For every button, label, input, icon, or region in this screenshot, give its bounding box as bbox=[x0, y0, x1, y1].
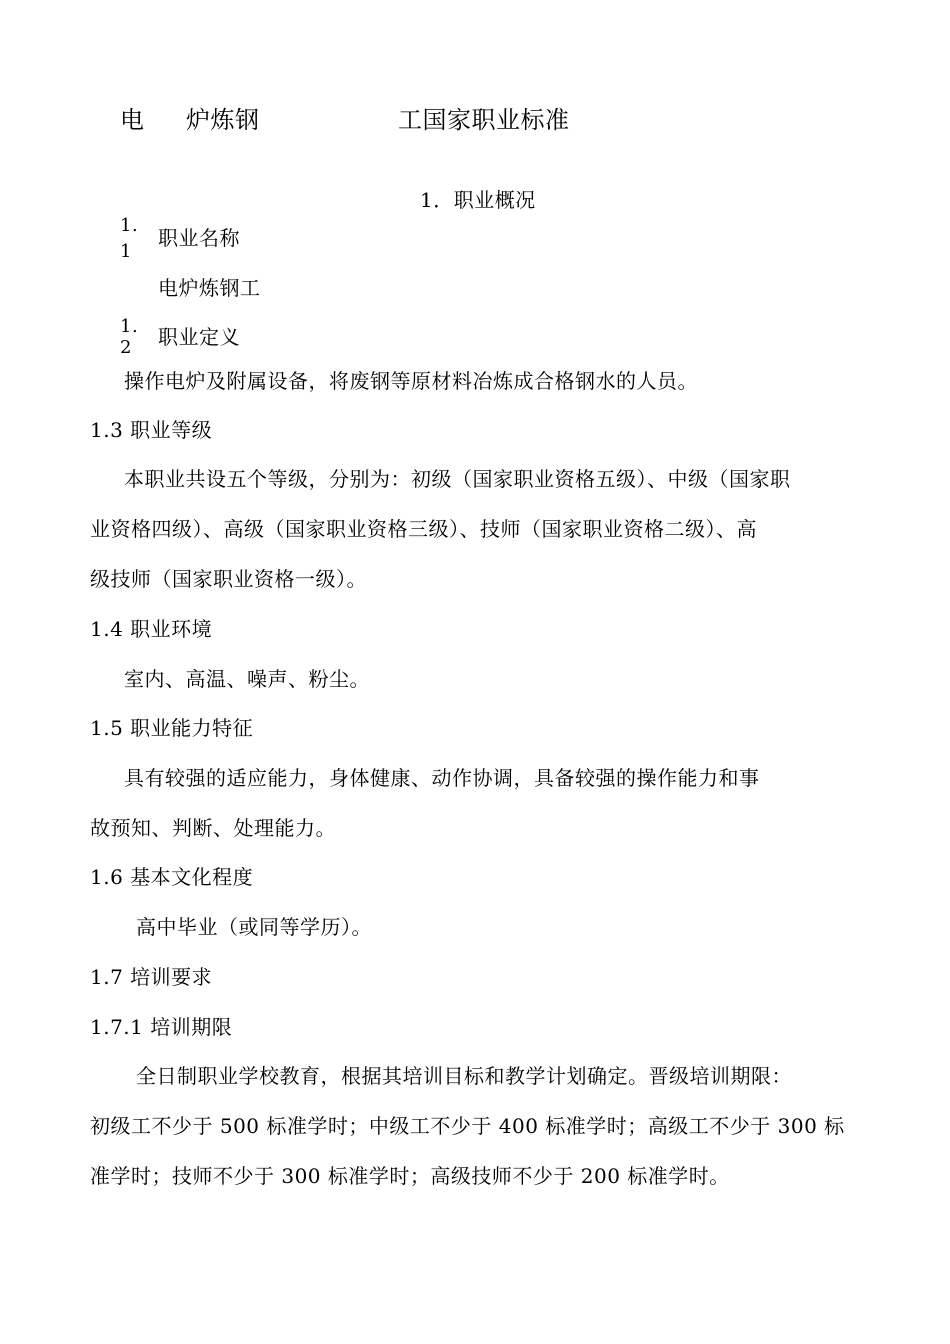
paragraph-line: 全日制职业学校教育，根据其培训目标和教学计划确定。晋级培训期限： bbox=[136, 1064, 792, 1088]
occupation-name-value: 电炉炼钢工 bbox=[158, 276, 261, 300]
paragraph-line: 初级工不少于 500 标准学时；中级工不少于 400 标准学时；高级工不少于 300 标 bbox=[90, 1114, 845, 1138]
paragraph-line: 业资格四级）、高级（国家职业资格三级）、技师（国家职业资格二级）、高 bbox=[90, 517, 757, 541]
title-part-1: 电 bbox=[120, 106, 145, 134]
paragraph-line: 本职业共设五个等级，分别为：初级（国家职业资格五级）、中级（国家职 bbox=[124, 467, 791, 491]
section-heading-1-7: 1.7 培训要求 bbox=[90, 965, 213, 989]
section-number-1-2-line1: 1. bbox=[120, 316, 139, 337]
paragraph-line: 故预知、判断、处理能力。 bbox=[90, 816, 336, 840]
paragraph-line: 具有较强的适应能力，身体健康、动作协调，具备较强的操作能力和事 bbox=[124, 766, 760, 790]
section-label-1-2: 职业定义 bbox=[158, 325, 240, 349]
occupation-environment-value: 室内、高温、噪声、粉尘。 bbox=[124, 667, 370, 691]
paragraph-line: 准学时；技师不少于 300 标准学时；高级技师不少于 200 标准学时。 bbox=[90, 1164, 730, 1188]
title-part-2: 炉炼钢 bbox=[186, 106, 260, 134]
title-part-3: 工国家职业标准 bbox=[398, 106, 570, 134]
occupation-definition-value: 操作电炉及附属设备，将废钢等原材料冶炼成合格钢水的人员。 bbox=[124, 369, 698, 393]
section-heading-1-6: 1.6 基本文化程度 bbox=[90, 865, 254, 889]
section-heading: 1．职业概况 bbox=[420, 188, 536, 212]
section-number-1-2-line2: 2 bbox=[120, 337, 132, 358]
section-number-1-1-line1: 1. bbox=[120, 215, 139, 236]
paragraph-line: 级技师（国家职业资格一级）。 bbox=[90, 567, 367, 591]
section-label-1-1: 职业名称 bbox=[158, 226, 240, 250]
section-heading-1-7-1: 1.7.1 培训期限 bbox=[90, 1015, 233, 1039]
section-heading-1-4: 1.4 职业环境 bbox=[90, 617, 213, 641]
section-number-1-1-line2: 1 bbox=[120, 241, 132, 262]
education-level-value: 高中毕业（或同等学历）。 bbox=[136, 915, 372, 939]
section-heading-1-5: 1.5 职业能力特征 bbox=[90, 716, 254, 740]
section-heading-1-3: 1.3 职业等级 bbox=[90, 418, 213, 442]
